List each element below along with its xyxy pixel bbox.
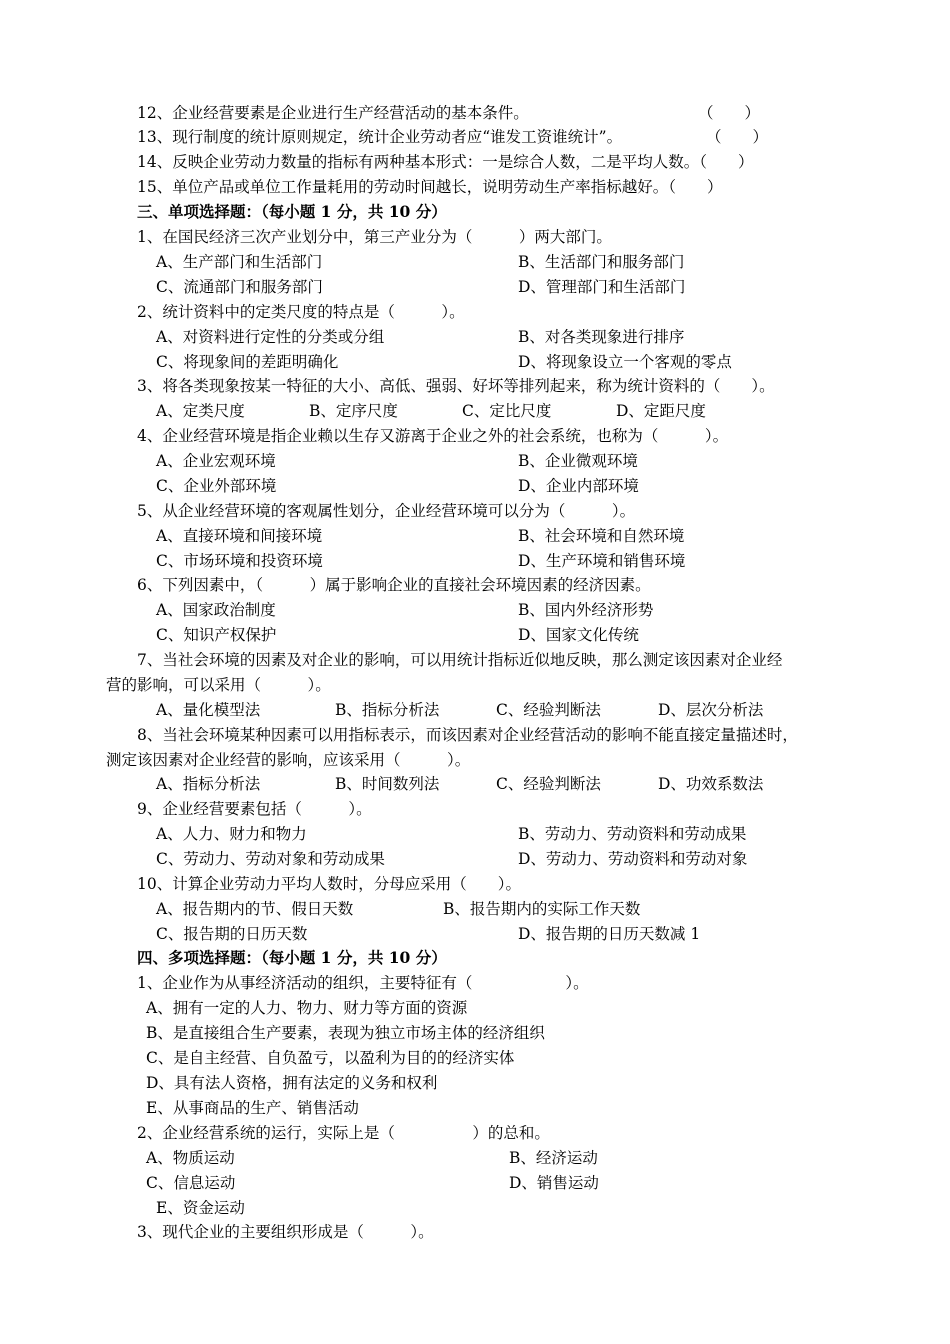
option-c: C、是自主经营、自负盈亏，以盈利为目的的经济实体	[146, 1049, 515, 1067]
single-question-7-line2: 营的影响，可以采用（ ）。	[106, 676, 331, 694]
judge-question-12: 12、企业经营要素是企业进行生产经营活动的基本条件。	[137, 104, 529, 122]
option-b: B、是直接组合生产要素，表现为独立市场主体的经济组织	[146, 1024, 545, 1042]
multi-question-2: 2、企业经营系统的运行，实际上是（ ）的总和。	[137, 1124, 550, 1142]
option-c: C、企业外部环境	[156, 477, 277, 495]
option-d: D、企业内部环境	[518, 477, 639, 495]
option-a: A、生产部门和生活部门	[156, 253, 323, 271]
option-a: A、人力、财力和物力	[156, 825, 307, 843]
option-b: B、社会环境和自然环境	[518, 527, 685, 545]
option-a: A、企业宏观环境	[156, 452, 276, 470]
option-a: A、对资料进行定性的分类或分组	[156, 328, 385, 346]
section-heading-single-choice: 三、单项选择题：（每小题 1 分，共 10 分）	[137, 202, 447, 221]
option-c: C、报告期的日历天数	[156, 925, 308, 943]
option-c: C、信息运动	[146, 1174, 236, 1192]
answer-parenthesis: （ ）	[706, 128, 769, 146]
option-c: C、知识产权保护	[156, 626, 277, 644]
option-b: B、企业微观环境	[518, 452, 638, 470]
option-c: C、劳动力、劳动对象和劳动成果	[156, 850, 385, 868]
single-question-10: 10、计算企业劳动力平均人数时，分母应采用（ ）。	[137, 875, 521, 893]
option-d: D、功效系数法	[658, 775, 764, 793]
option-b: B、生活部门和服务部门	[518, 253, 685, 271]
single-question-8-line2: 测定该因素对企业经营的影响，应该采用（ ）。	[106, 751, 471, 769]
option-c: C、经验判断法	[496, 775, 601, 793]
option-b: B、定序尺度	[309, 402, 398, 420]
option-a: A、量化模型法	[156, 701, 261, 719]
option-b: B、劳动力、劳动资料和劳动成果	[518, 825, 747, 843]
section-heading-multiple-choice: 四、多项选择题：（每小题 1 分，共 10 分）	[137, 948, 447, 967]
option-b: B、时间数列法	[335, 775, 440, 793]
option-b: B、报告期内的实际工作天数	[443, 900, 641, 918]
option-d: D、定距尺度	[616, 402, 706, 420]
single-question-9: 9、企业经营要素包括（ ）。	[137, 800, 372, 818]
single-question-1: 1、在国民经济三次产业划分中，第三产业分为（ ）两大部门。	[137, 228, 612, 246]
single-question-7-line1: 7、当社会环境的因素及对企业的影响，可以用统计指标近似地反映，那么测定该因素对企业经	[137, 651, 783, 669]
option-d: D、报告期的日历天数减 1	[518, 925, 701, 943]
option-b: B、对各类现象进行排序	[518, 328, 685, 346]
single-question-6: 6、下列因素中，（ ）属于影响企业的直接社会环境因素的经济因素。	[137, 576, 651, 594]
option-c: C、定比尺度	[462, 402, 552, 420]
single-question-5: 5、从企业经营环境的客观属性划分，企业经营环境可以分为（ ）。	[137, 502, 636, 520]
multi-question-1: 1、企业作为从事经济活动的组织，主要特征有（ ）。	[137, 974, 589, 992]
option-d: D、生产环境和销售环境	[518, 552, 686, 570]
option-b: B、国内外经济形势	[518, 601, 654, 619]
option-b: B、经济运动	[509, 1149, 598, 1167]
option-b: B、指标分析法	[335, 701, 440, 719]
single-question-3: 3、将各类现象按某一特征的大小、高低、强弱、好坏等排列起来，称为统计资料的（ ）。	[137, 377, 775, 395]
single-question-4: 4、企业经营环境是指企业赖以生存又游离于企业之外的社会系统，也称为（ ）。	[137, 427, 729, 445]
option-d: D、销售运动	[509, 1174, 599, 1192]
option-d: D、国家文化传统	[518, 626, 639, 644]
option-c: C、流通部门和服务部门	[156, 278, 323, 296]
option-a: A、指标分析法	[156, 775, 261, 793]
judge-question-13: 13、现行制度的统计原则规定，统计企业劳动者应“谁发工资谁统计”。	[137, 128, 623, 146]
option-d: D、层次分析法	[658, 701, 764, 719]
option-a: A、定类尺度	[156, 402, 245, 420]
option-e: E、从事商品的生产、销售活动	[146, 1099, 359, 1117]
option-c: C、将现象间的差距明确化	[156, 353, 339, 371]
judge-question-15: 15、单位产品或单位工作量耗用的劳动时间越长，说明劳动生产率指标越好。（ ）	[137, 178, 723, 196]
option-a: A、报告期内的节、假日天数	[156, 900, 354, 918]
answer-parenthesis: （ ）	[698, 104, 761, 122]
option-d: D、具有法人资格，拥有法定的义务和权利	[146, 1074, 438, 1092]
option-e: E、资金运动	[156, 1199, 245, 1217]
option-d: D、劳动力、劳动资料和劳动对象	[518, 850, 748, 868]
multi-question-3: 3、现代企业的主要组织形成是（ ）。	[137, 1223, 434, 1241]
single-question-8-line1: 8、当社会环境某种因素可以用指标表示，而该因素对企业经营活动的影响不能直接定量描述时，	[137, 726, 798, 744]
option-c: C、经验判断法	[496, 701, 601, 719]
judge-question-14: 14、反映企业劳动力数量的指标有两种基本形式：一是综合人数，二是平均人数。（ ）	[137, 153, 754, 171]
option-a: A、物质运动	[146, 1149, 235, 1167]
option-c: C、市场环境和投资环境	[156, 552, 323, 570]
option-a: A、国家政治制度	[156, 601, 276, 619]
option-d: D、将现象设立一个客观的零点	[518, 353, 732, 371]
option-d: D、管理部门和生活部门	[518, 278, 686, 296]
single-question-2: 2、统计资料中的定类尺度的特点是（ ）。	[137, 303, 465, 321]
option-a: A、直接环境和间接环境	[156, 527, 323, 545]
option-a: A、拥有一定的人力、物力、财力等方面的资源	[146, 999, 468, 1017]
